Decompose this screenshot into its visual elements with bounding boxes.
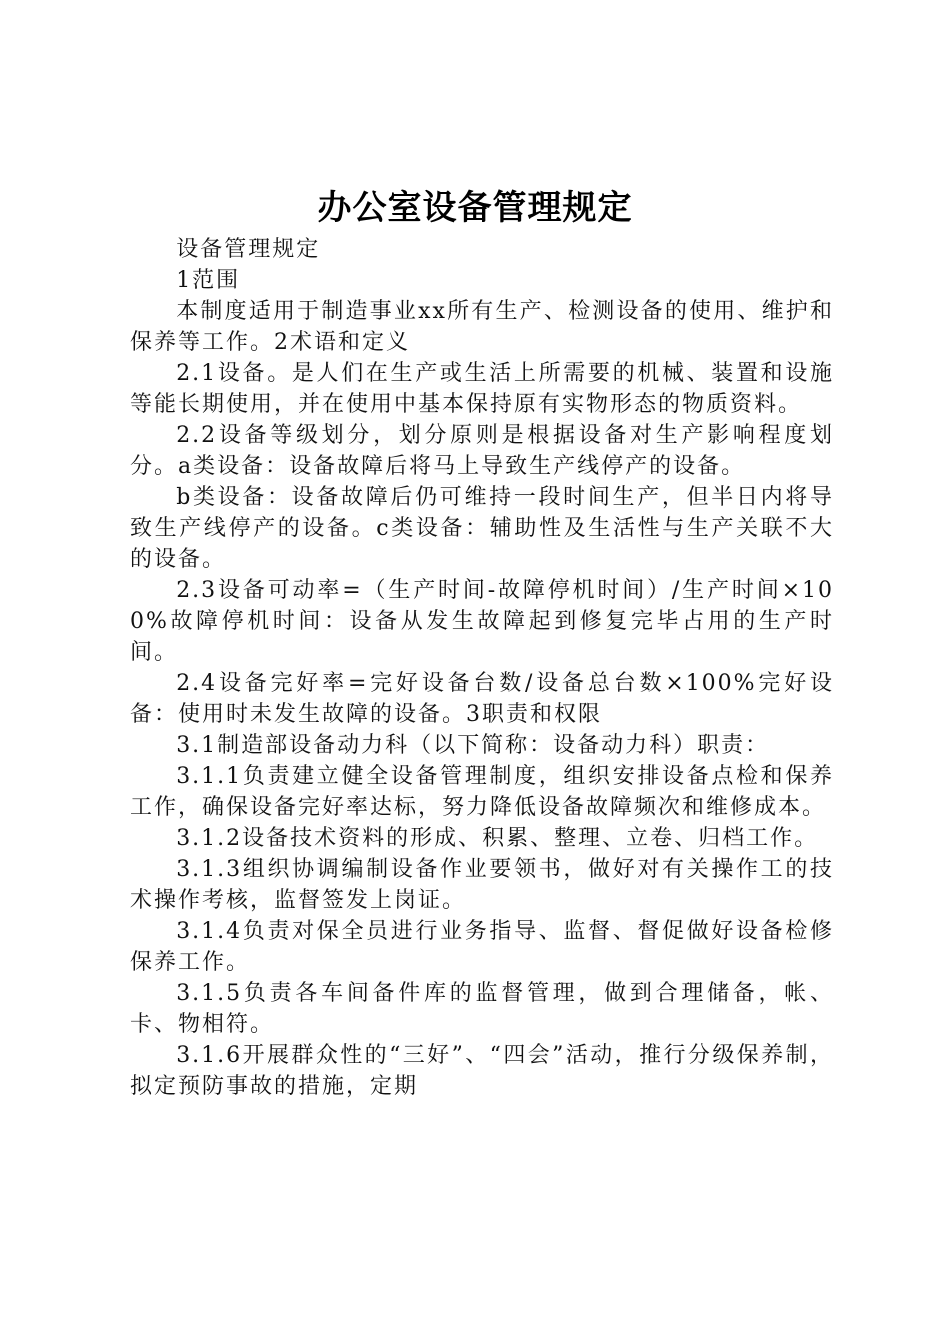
paragraph: 设备管理规定 — [176, 237, 321, 262]
paragraph: 3.1.3组织协调编制设备作业要领书，做好对有关操作工的技术操作考核，监督签发上岗证。 — [130, 857, 834, 913]
paragraph: 2.1设备。是人们在生产或生活上所需要的机械、装置和设施等能长期使用，并在使用中基本保持原有实物形态的物质资料。 — [130, 361, 834, 417]
paragraph: 3.1.1负责建立健全设备管理制度，组织安排设备点检和保养工作，确保设备完好率达标，努力降低设备故障频次和维修成本。 — [130, 764, 834, 820]
paragraph: 3.1.6开展群众性的“三好”、“四会”活动，推行分级保养制，拟定预防事故的措施，定期 — [130, 1043, 834, 1099]
document-body — [130, 234, 834, 1102]
paragraph: 2.2设备等级划分，划分原则是根据设备对生产影响程度划分。a类设备：设备故障后将马上导致生产线停产的设备。 — [130, 423, 834, 479]
paragraph: 3.1.2设备技术资料的形成、积累、整理、立卷、归档工作。 — [176, 826, 819, 851]
paragraph: 3.1.4负责对保全员进行业务指导、监督、督促做好设备检修保养工作。 — [130, 919, 834, 975]
paragraph: 3.1制造部设备动力科（以下简称：设备动力科）职责： — [176, 733, 770, 758]
paragraph: 3.1.5负责各车间备件库的监督管理，做到合理储备，帐、卡、物相符。 — [130, 981, 834, 1037]
document-title: 办公室设备管理规定 — [317, 188, 633, 228]
paragraph: 2.4设备完好率=完好设备台数/设备总台数×100%完好设备：使用时未发生故障的设备。3职责和权限 — [130, 671, 834, 727]
paragraph: 1范围 — [176, 268, 241, 293]
paragraph: 本制度适用于制造事业xx所有生产、检测设备的使用、维护和保养等工作。2术语和定义 — [130, 299, 834, 355]
paragraph: b类设备：设备故障后仍可维持一段时间生产，但半日内将导致生产线停产的设备。c类设备：辅助性及生活性与生产关联不大的设备。 — [130, 485, 834, 572]
paragraph: 2.3设备可动率=（生产时间-故障停机时间）/生产时间×100%故障停机时间：设备从发生故障起到修复完毕占用的生产时间。 — [130, 578, 834, 665]
